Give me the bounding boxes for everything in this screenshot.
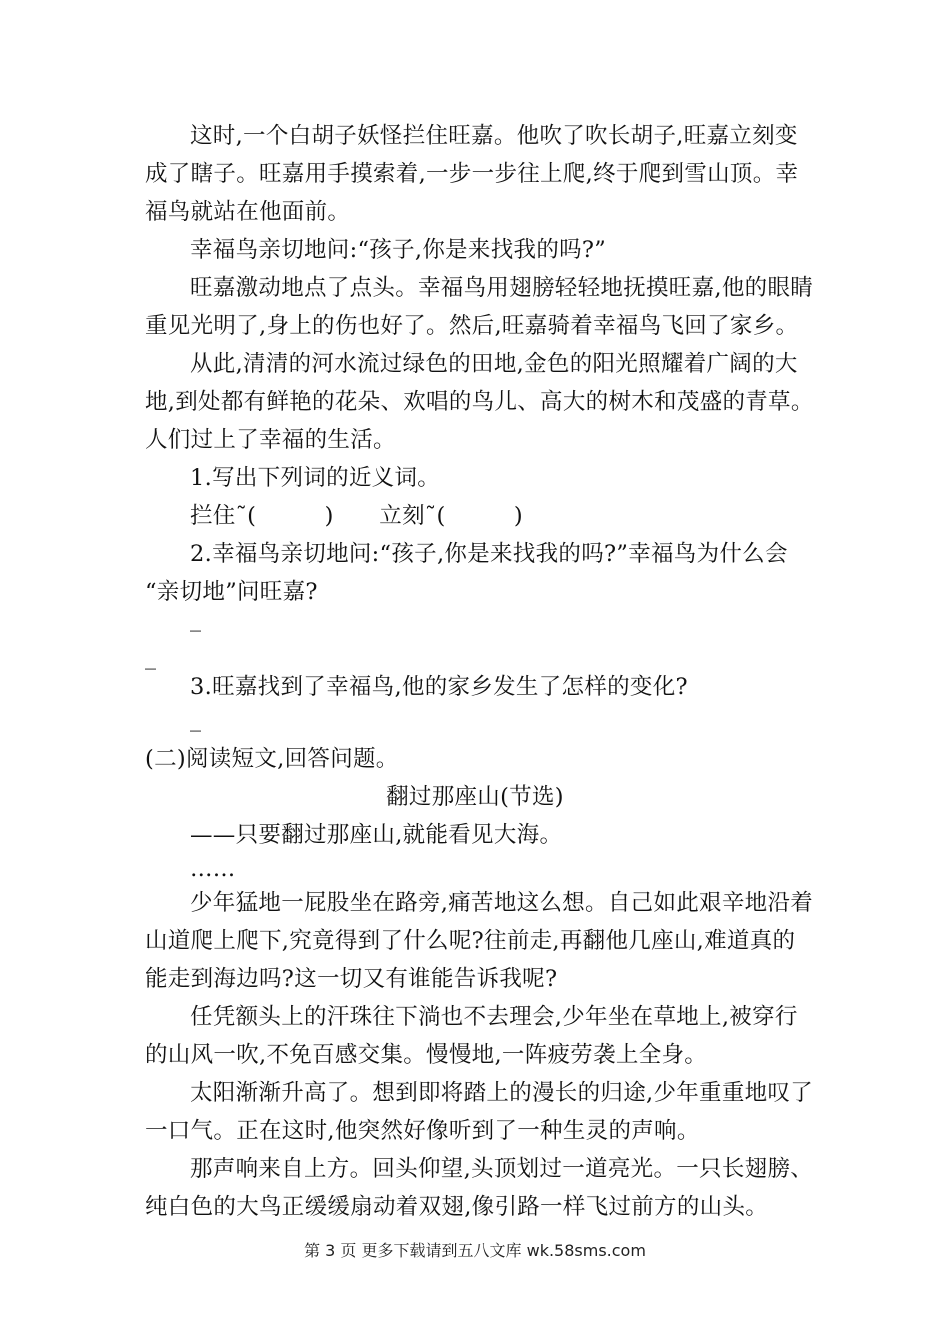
text-line: 地,到处都有鲜艳的花朵、欢唱的鸟儿、高大的树木和茂盛的青草。 xyxy=(145,389,814,415)
question-1-blanks: 拦住˜( ) 立刻˜( ) xyxy=(190,503,524,529)
text-line: 幸福鸟亲切地问:“孩子,你是来找我的吗?” xyxy=(190,237,607,263)
text-line: 纯白色的大鸟正缓缓扇动着双翅,像引路一样飞过前方的山头。 xyxy=(145,1194,769,1220)
text-line: 人们过上了幸福的生活。 xyxy=(145,427,396,453)
passage-title: 翻过那座山(节选) xyxy=(386,784,564,810)
section-heading: (二)阅读短文,回答问题。 xyxy=(145,746,399,772)
text-line: 的山风一吹,不免百感交集。慢慢地,一阵疲劳袭上全身。 xyxy=(145,1042,708,1068)
question-2-cont: “亲切地”问旺嘉? xyxy=(145,579,318,605)
text-line: 这时,一个白胡子妖怪拦住旺嘉。他吹了吹长胡子,旺嘉立刻变 xyxy=(190,123,798,149)
text-line: 福鸟就站在他面前。 xyxy=(145,199,351,225)
text-line: 少年猛地一屁股坐在路旁,痛苦地这么想。自己如此艰辛地沿着 xyxy=(190,890,814,916)
text-line: 成了瞎子。旺嘉用手摸索着,一步一步往上爬,终于爬到雪山顶。幸 xyxy=(145,161,799,187)
text-line: 山道爬上爬下,究竟得到了什么呢?往前走,再翻他几座山,难道真的 xyxy=(145,928,796,954)
page-footer: 第 3 页 更多下载请到五八文库 wk.58sms.com xyxy=(304,1241,646,1260)
text-line: 能走到海边吗?这一切又有谁能告诉我呢? xyxy=(145,966,558,992)
question-2: 2.幸福鸟亲切地问:“孩子,你是来找我的吗?”幸福鸟为什么会 xyxy=(190,541,788,567)
question-3: 3.旺嘉找到了幸福鸟,他的家乡发生了怎样的变化? xyxy=(190,674,688,700)
text-line: 旺嘉激动地点了点头。幸福鸟用翅膀轻轻地抚摸旺嘉,他的眼睛 xyxy=(190,275,814,301)
ellipsis: …… xyxy=(190,856,236,882)
text-line: 任凭额头上的汗珠往下淌也不去理会,少年坐在草地上,被穿行 xyxy=(190,1004,798,1030)
question-1: 1.写出下列词的近义词。 xyxy=(190,465,441,491)
answer-line: _ xyxy=(190,707,201,732)
answer-line: _ xyxy=(190,607,201,632)
answer-line: _ xyxy=(145,645,156,670)
text-line: 那声响来自上方。回头仰望,头顶划过一道亮光。一只长翅膀、 xyxy=(190,1156,814,1182)
text-line: 重见光明了,身上的伤也好了。然后,旺嘉骑着幸福鸟飞回了家乡。 xyxy=(145,313,799,339)
text-line: 一口气。正在这时,他突然好像听到了一种生灵的声响。 xyxy=(145,1118,700,1144)
text-line: 太阳渐渐升高了。想到即将踏上的漫长的归途,少年重重地叹了 xyxy=(190,1080,814,1106)
text-line: ——只要翻过那座山,就能看见大海。 xyxy=(190,822,563,848)
text-line: 从此,清清的河水流过绿色的田地,金色的阳光照耀着广阔的大 xyxy=(190,351,798,377)
